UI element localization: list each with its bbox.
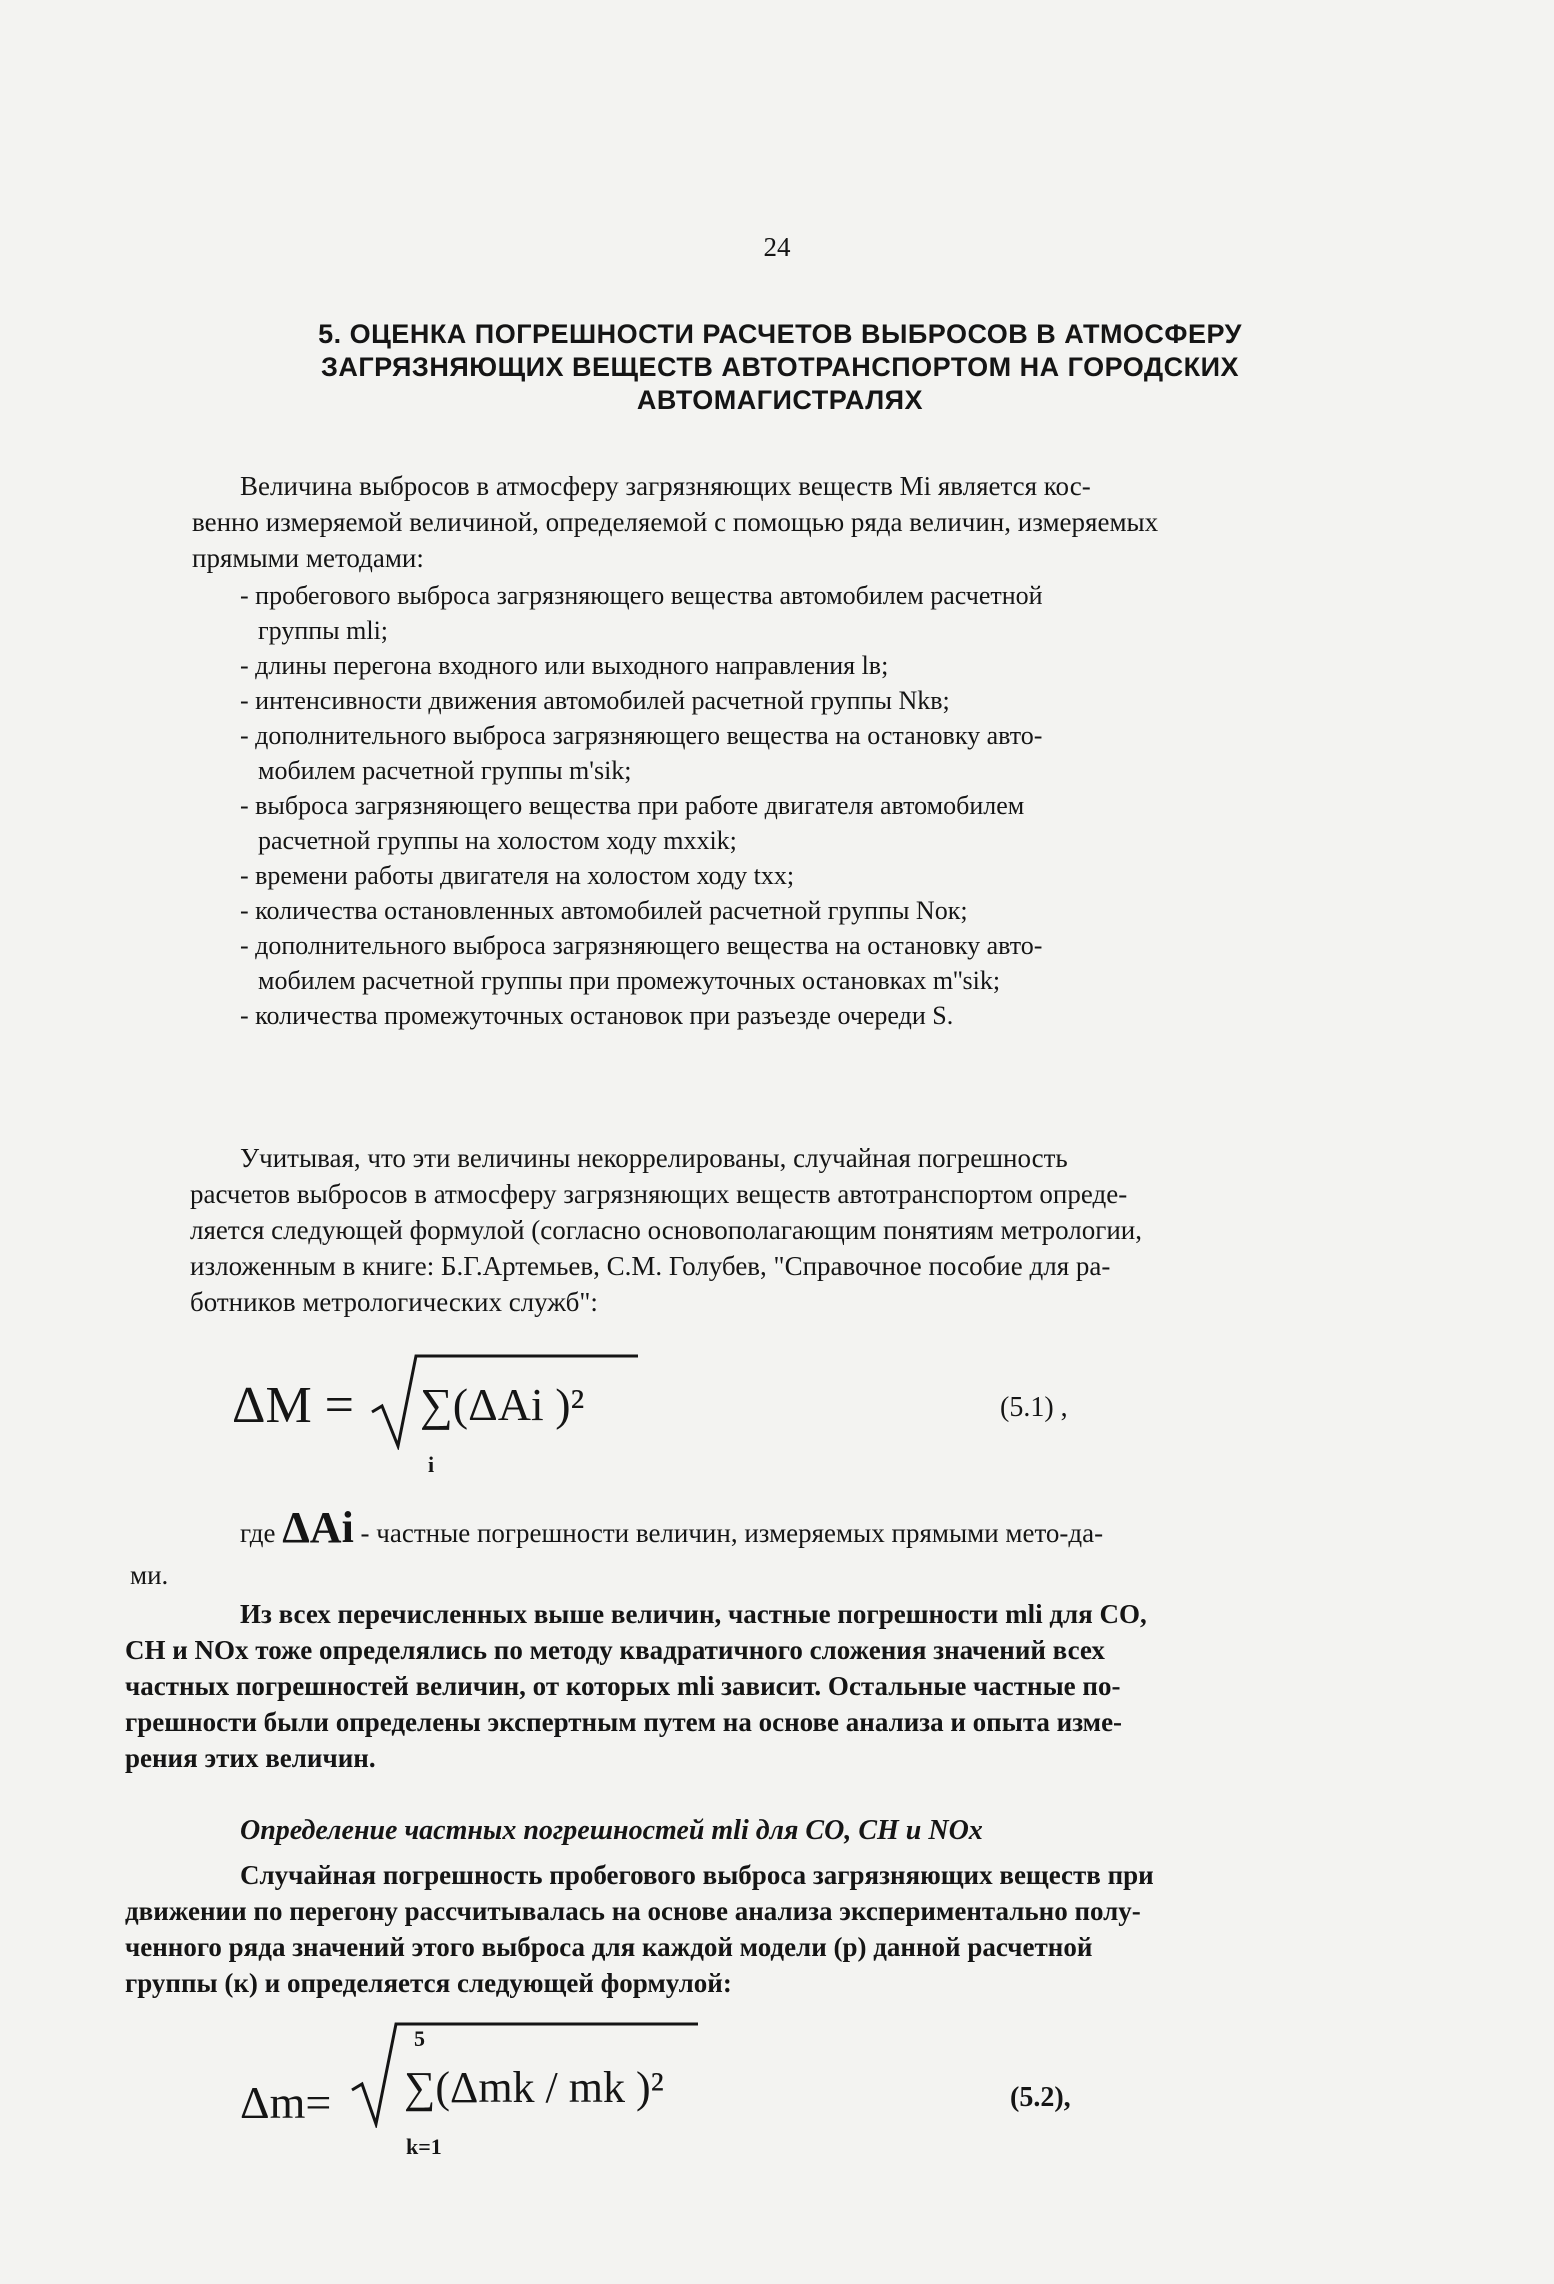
para-line: Случайная погрешность пробегового выброса загрязняющих веществ при xyxy=(240,1860,1154,1890)
title-line: 5. ОЦЕНКА ПОГРЕШНОСТИ РАСЧЕТОВ ВЫБРОСОВ В АТМОСФЕРУ xyxy=(318,319,1242,349)
title-line: АВТОМАГИСТРАЛЯХ xyxy=(636,385,924,415)
where-text: - частные погрешности величин, измеряемых прямыми мето-да- xyxy=(360,1518,1104,1548)
sum-upper-limit: 5 xyxy=(414,2026,425,2051)
list-item: - количества остановленных автомобилей расчетной группы Nок; xyxy=(240,896,968,925)
para-line: группы (к) и определяется следующей формулой: xyxy=(125,1968,732,1998)
paragraph-uncorrelated xyxy=(190,1140,1370,1320)
intro-line: венно измеряемой величиной, определяемой с помощью ряда величин, измеряемых xyxy=(192,507,1159,537)
where-prefix: где xyxy=(240,1518,276,1548)
where-tail: ми. xyxy=(130,1560,169,1590)
para-line: ченного ряда значений этого выброса для каждой модели (p) данной расчетной xyxy=(125,1932,1093,1962)
para-line: расчетов выбросов в атмосферу загрязняющих веществ автотранспортом опреде- xyxy=(190,1179,1128,1209)
para-line: грешности были определены экспертным путем на основе анализа и опыта изме- xyxy=(125,1707,1123,1737)
list-item: - времени работы двигателя на холостом ходу txx; xyxy=(240,861,795,890)
para-line: движении по перегону рассчитывалась на основе анализа экспериментально полу- xyxy=(125,1896,1141,1926)
paragraph-random-error xyxy=(125,1857,1370,2001)
list-item: - количества промежуточных остановок при разъезде очереди S. xyxy=(240,1001,954,1030)
page-number: 24 xyxy=(763,232,791,262)
where-clause xyxy=(240,1503,1370,1552)
list-item: - дополнительного выброса загрязняющего вещества на остановку авто- мобилем расчетной группы при промежуточных остановках m''sik; xyxy=(240,931,1043,995)
list-item: - пробегового выброса загрязняющего вещества автомобилем расчетной группы mli; xyxy=(240,581,1043,645)
subsection-heading: Определение частных погрешностей mli для CO, CH и NOx xyxy=(240,1815,983,1846)
para-line: ботников метрологических служб": xyxy=(190,1287,598,1317)
intro-line: прямыми методами: xyxy=(192,543,424,573)
section-title xyxy=(190,318,1370,417)
bullet-list xyxy=(240,578,1370,1033)
list-item: - интенсивности движения автомобилей расчетной группы Nkв; xyxy=(240,686,950,715)
para-line: Учитывая, что эти величины некоррелированы, случайная погрешность xyxy=(240,1143,1068,1173)
para-line: Из всех перечисленных выше величин, частные погрешности mli для CO, xyxy=(240,1599,1147,1629)
formula-body: ∑(Δmk / mk )² xyxy=(404,2063,664,2112)
formula-index: i xyxy=(428,1452,435,1477)
equation-number: (5.1) , xyxy=(1000,1392,1068,1423)
formula-body: ∑(ΔAi )² xyxy=(420,1379,585,1430)
delta-a-symbol: ΔAi xyxy=(282,1503,354,1552)
sum-lower-limit: k=1 xyxy=(406,2134,442,2159)
para-line: частных погрешностей величин, от которых mli зависит. Остальные частные по- xyxy=(125,1671,1121,1701)
formula-lhs: ΔM = xyxy=(232,1377,355,1434)
para-line: изложенным в книге: Б.Г.Артемьев, С.М. Голубев, "Справочное пособие для ра- xyxy=(190,1251,1111,1281)
title-line: ЗАГРЯЗНЯЮЩИХ ВЕЩЕСТВ АВТОТРАНСПОРТОМ НА ГОРОДСКИХ xyxy=(320,352,1240,382)
intro-line: Величина выбросов в атмосферу загрязняющих веществ Mi является кос- xyxy=(240,471,1091,501)
para-line: CH и NOx тоже определялись по методу квадратичного сложения значений всех xyxy=(125,1635,1105,1665)
list-item: - длины перегона входного или выходного направления lв; xyxy=(240,651,889,680)
list-item: - выброса загрязняющего вещества при работе двигателя автомобилем расчетной группы на холостом ходу mxxik; xyxy=(240,791,1025,855)
list-item: - дополнительного выброса загрязняющего вещества на остановку авто- мобилем расчетной группы m'sik; xyxy=(240,721,1043,785)
paragraph-partial-errors xyxy=(125,1596,1370,1776)
formula-lhs: Δm= xyxy=(240,2077,332,2128)
intro-paragraph xyxy=(192,468,1370,576)
equation-number: (5.2), xyxy=(1010,2082,1071,2113)
para-line: ляется следующей формулой (согласно основополагающим понятиям метрологии, xyxy=(190,1215,1142,1245)
para-line: рения этих величин. xyxy=(125,1743,376,1773)
